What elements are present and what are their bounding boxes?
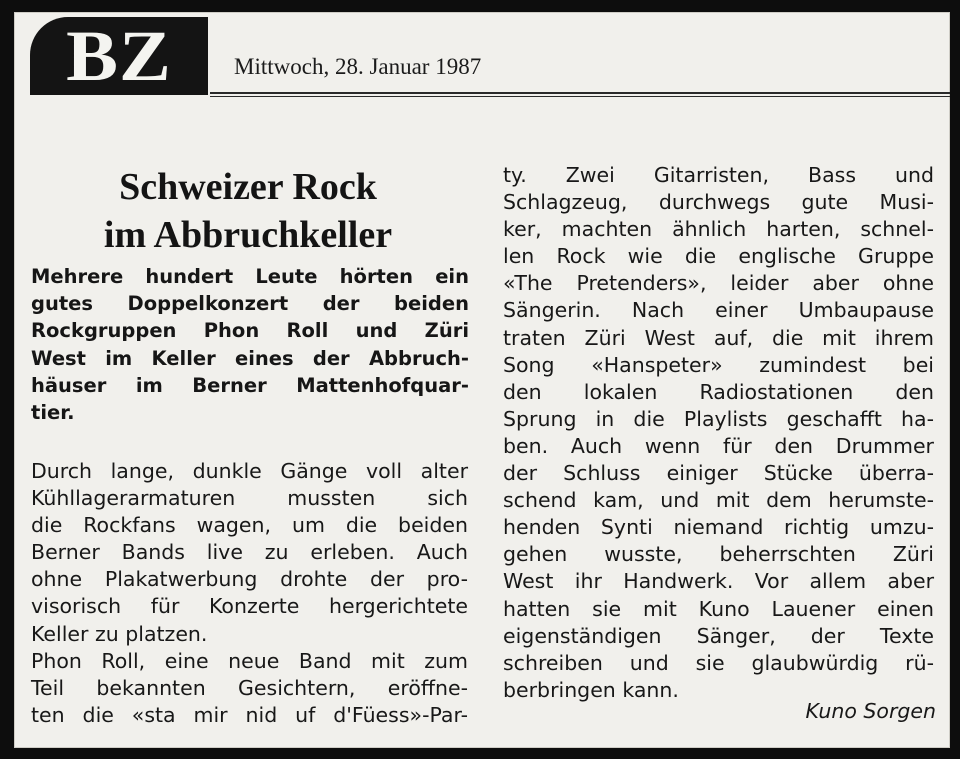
headline-line: im Abbruchkeller	[103, 214, 393, 256]
body-line: Berner Bands live zu erleben. Auch	[31, 540, 468, 565]
body-line: die Rockfans wagen, um die beiden	[31, 513, 468, 538]
masthead-rule-thin	[210, 96, 950, 97]
body-line: Kühllagerarmaturen mussten sich	[31, 486, 468, 511]
lead-paragraph	[31, 263, 469, 426]
masthead	[14, 12, 950, 96]
body-line: schreiben und sie glaubwürdig rü-	[503, 650, 934, 675]
body-line: Teil bekannten Gesichtern, eröffne-	[31, 675, 468, 700]
body-line: traten Züri West auf, die mit ihrem	[503, 325, 934, 350]
body-line: Phon Roll, eine neue Band mit zum	[31, 648, 468, 673]
body-line: Sängerin. Nach einer Umbaupause	[503, 298, 934, 323]
body-line: Song «Hanspeter» zumindest bei	[503, 352, 934, 377]
logo-text: BZ	[66, 16, 172, 96]
body-line: Durch lange, dunkle Gänge voll alter	[31, 459, 468, 483]
bz-logo	[30, 17, 208, 95]
author-byline: Kuno Sorgen	[805, 699, 936, 723]
body-line: West ihr Handwerk. Vor allem aber	[503, 569, 934, 594]
body-line: henden Synti niemand richtig umzu-	[503, 515, 934, 540]
headline	[28, 163, 468, 259]
body-line: ker, machten ähnlich harten, schnel-	[503, 217, 934, 242]
publication-date: Mittwoch, 28. Januar 1987	[234, 54, 482, 79]
body-line: schend kam, und mit dem herumste-	[503, 488, 934, 513]
lead-line: Mehrere hundert Leute hörten ein	[31, 265, 469, 288]
lead-line: häuser im Berner Mattenhofquar-	[31, 373, 469, 397]
body-line: gehen wusste, beherrschten Züri	[503, 542, 934, 567]
body-line: eigenständigen Sänger, der Texte	[503, 623, 934, 648]
body-column-1	[31, 458, 468, 729]
body-line: len Rock wie die englische Gruppe	[503, 244, 934, 269]
lead-line: Rockgruppen Phon Roll und Züri	[31, 319, 469, 343]
body-line: berbringen kann.	[503, 677, 679, 702]
body-line: der Schluss einiger Stücke überra-	[503, 461, 934, 486]
headline-line: Schweizer Rock	[119, 166, 377, 208]
body-line: ty. Zwei Gitarristen, Bass und	[503, 163, 934, 187]
body-line: ohne Plakatwerbung drohte der pro-	[31, 567, 468, 592]
lead-line: West im Keller eines der Abbruch-	[31, 346, 469, 370]
body-line: Sprung in die Playlists geschafft ha-	[503, 406, 934, 431]
body-line: visorisch für Konzerte hergerichtete	[31, 594, 468, 619]
masthead-rule	[210, 92, 950, 94]
lead-line: gutes Doppelkonzert der beiden	[31, 292, 469, 316]
body-line: den lokalen Radiostationen den	[503, 379, 934, 404]
lead-line: tier.	[31, 401, 75, 425]
body-line: Schlagzeug, durchwegs gute Musi-	[503, 190, 934, 215]
body-line: Keller zu platzen.	[31, 621, 208, 646]
body-column-2	[503, 162, 934, 704]
body-line: ten die «sta mir nid uf d'Füess»-Par-	[31, 702, 468, 727]
body-line: «The Pretenders», leider aber ohne	[503, 271, 934, 296]
body-line: hatten sie mit Kuno Lauener einen	[503, 596, 934, 621]
body-line: ben. Auch wenn für den Drummer	[503, 433, 934, 458]
